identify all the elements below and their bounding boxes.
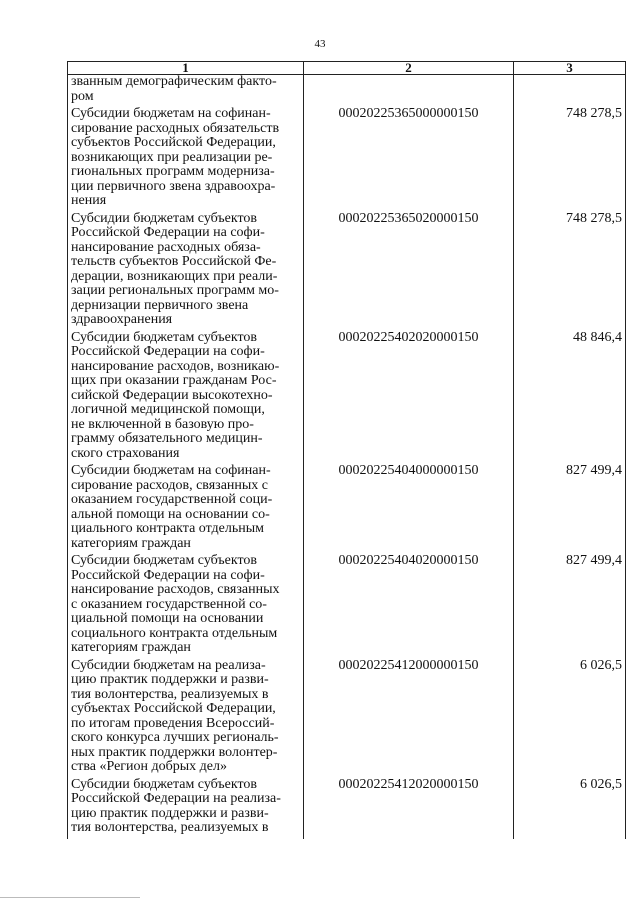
row-name-line: зации региональных программ мо- — [71, 283, 279, 298]
row-name-line: возникающих при реализации ре- — [71, 149, 273, 165]
row-amount-cell: 748 278,5 — [514, 212, 626, 331]
row-name-cell — [68, 331, 304, 465]
row-name-line: категориям граждан — [71, 640, 191, 655]
row-name-line: циального контракта отдельным — [71, 521, 264, 536]
row-name-cell — [68, 464, 304, 554]
row-name-cell — [68, 554, 304, 659]
row-amount-cell: 748 278,5 — [514, 107, 626, 212]
table-row — [68, 554, 626, 659]
row-name-cell — [68, 778, 304, 839]
row-name-line: сийской Федерации высокотехно- — [71, 387, 273, 403]
row-name-line: Субсидии бюджетам субъектов — [71, 553, 258, 568]
row-code-cell: 00020225402020000150 — [304, 331, 514, 465]
row-name-line: ства «Регион добрых дел» — [71, 759, 227, 774]
table-header-row — [68, 62, 626, 75]
row-name-line: ского конкурса лучших региональ- — [71, 730, 279, 745]
row-code-cell: 00020225404020000150 — [304, 554, 514, 659]
row-name-line: Субсидии бюджетам субъектов — [71, 776, 258, 792]
table-row — [68, 75, 626, 108]
table-row — [68, 331, 626, 465]
row-name-line: по итогам проведения Всероссий- — [71, 715, 275, 731]
row-name-line: социального контракта отдельным — [71, 625, 278, 641]
row-amount-cell: 6 026,5 — [514, 659, 626, 778]
row-name-line: званным демографическим факто- — [71, 74, 277, 89]
row-name-line: щих при оказании гражданам Рос- — [71, 373, 277, 388]
row-name-cell — [68, 75, 304, 108]
row-name-line: ных практик поддержки волонтер- — [71, 744, 278, 760]
row-name-line: нансирование расходов, связанных — [71, 582, 280, 597]
row-code-cell: 00020225412000000150 — [304, 659, 514, 778]
row-code-cell: 00020225404000000150 — [304, 464, 514, 554]
row-name-cell — [68, 212, 304, 331]
row-name-line: Российской Федерации на софи- — [71, 344, 265, 359]
row-name-line: ции первичного звена здравоохра- — [71, 178, 276, 194]
row-code-cell: 00020225365000000150 — [304, 107, 514, 212]
column-header-2: 2 — [304, 62, 514, 75]
row-name-line: категориям граждан — [71, 535, 191, 551]
row-amount-cell: 827 499,4 — [514, 464, 626, 554]
row-name-line: нансирование расходов, возникаю- — [71, 358, 280, 374]
row-name-line: оказанием государственной соци- — [71, 492, 273, 507]
row-code-cell: 00020225365020000150 — [304, 212, 514, 331]
budget-table — [67, 61, 626, 839]
row-name-line: сирование расходов, связанных с — [71, 477, 269, 493]
row-amount-cell: 6 026,5 — [514, 778, 626, 839]
row-name-line: Субсидии бюджетам на реализа- — [71, 657, 266, 673]
row-name-line: логичной медицинской помощи, — [71, 402, 265, 417]
table-row — [68, 464, 626, 554]
row-name-line: субъектах Российской Федерации, — [71, 701, 276, 716]
row-name-line: с оказанием государственной со- — [71, 596, 267, 612]
row-name-line: сирование расходных обязательств — [71, 120, 280, 136]
column-header-3: 3 — [514, 62, 626, 75]
column-header-1: 1 — [68, 62, 304, 75]
row-name-line: грамму обязательного медицин- — [71, 431, 263, 446]
row-name-line: альной помощи на основании со- — [71, 506, 270, 522]
row-name-line: субъектов Российской Федерации, — [71, 135, 276, 150]
row-name-line: Российской Федерации на реализа- — [71, 791, 281, 806]
row-amount-cell: 48 846,4 — [514, 331, 626, 465]
table-row — [68, 778, 626, 839]
table-body — [68, 75, 626, 839]
row-amount-cell — [514, 75, 626, 108]
row-name-line: Субсидии бюджетам на софинан- — [71, 463, 271, 478]
row-name-line: тия волонтерства, реализуемых в — [71, 686, 269, 702]
row-name-line: нансирование расходных обяза- — [71, 239, 261, 255]
row-name-cell — [68, 659, 304, 778]
row-name-line: Субсидии бюджетам субъектов — [71, 210, 258, 226]
row-name-line: Субсидии бюджетам субъектов — [71, 329, 258, 345]
row-name-line: нения — [71, 193, 107, 208]
row-name-line: Субсидии бюджетам на софинан- — [71, 106, 271, 121]
row-name-line: дерации, возникающих при реали- — [71, 268, 278, 284]
row-name-cell — [68, 107, 304, 212]
row-amount-cell: 827 499,4 — [514, 554, 626, 659]
row-name-line: Российской Федерации на софи- — [71, 567, 265, 583]
row-name-line: ского страхования — [71, 445, 180, 461]
row-code-cell — [304, 75, 514, 108]
row-name-line: не включенной в базовую про- — [71, 416, 254, 432]
row-name-line: Российской Федерации на софи- — [71, 225, 265, 240]
row-name-line: тельств субъектов Российской Фе- — [71, 254, 277, 269]
row-code-cell: 00020225412020000150 — [304, 778, 514, 839]
row-name-line: ром — [71, 88, 94, 104]
row-name-line: здравоохранения — [71, 312, 173, 327]
row-name-line: цию практик поддержки и разви- — [71, 672, 269, 687]
row-name-line: гиональных программ модерниза- — [71, 164, 275, 179]
row-name-line: дернизации первичного звена — [71, 297, 249, 313]
table-row — [68, 659, 626, 778]
row-name-line: циальной помощи на основании — [71, 611, 264, 626]
table-row — [68, 107, 626, 212]
row-name-line: цию практик поддержки и разви- — [71, 805, 269, 821]
row-name-line: тия волонтерства, реализуемых в — [71, 820, 269, 835]
table-row — [68, 212, 626, 331]
bottom-scan-line — [0, 897, 140, 898]
page-number: 43 — [314, 38, 326, 50]
